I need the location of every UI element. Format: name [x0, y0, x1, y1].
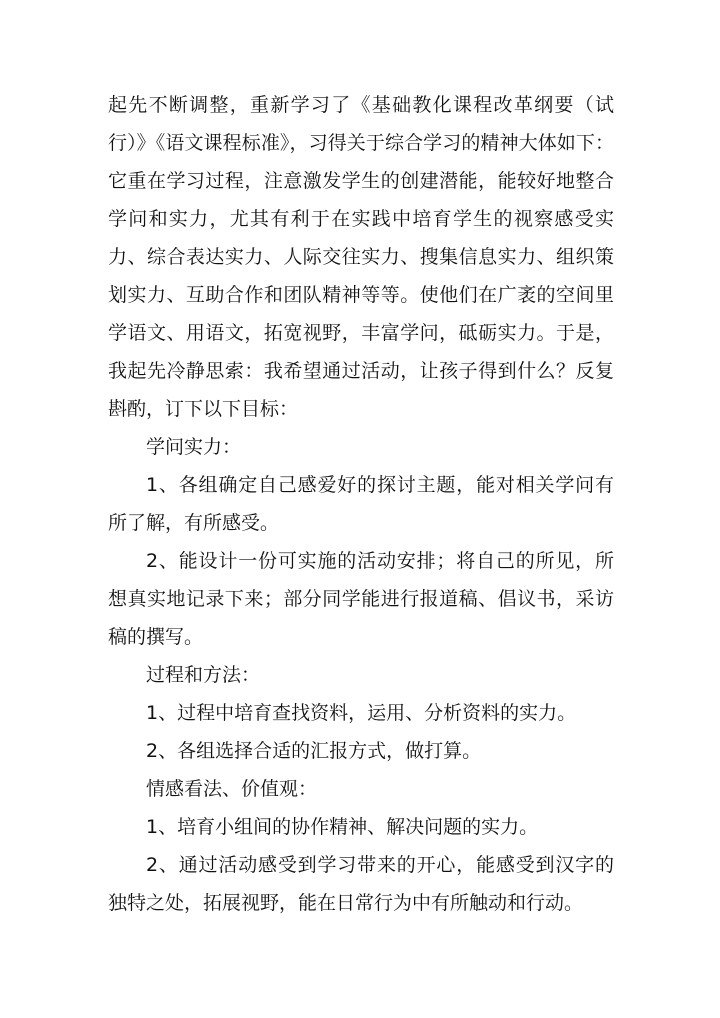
paragraph-emotion-1: 1、培育小组间的协作精神、解决问题的实力。 — [146, 816, 539, 838]
paragraph-process-2: 2、各组选择合适的汇报方式，做打算。 — [146, 740, 482, 762]
paragraph-knowledge-2: 2、能设计一份可实施的活动安排；将自己的所见，所想真实地记录下来；部分同学能进行报道稿、倡议书，采访稿的撰写。 — [108, 550, 614, 648]
body-text — [108, 86, 614, 922]
paragraph-emotion-2: 2、通过活动感受到学习带来的开心，能感受到汉字的独特之处，拓展视野，能在日常行为中有所触动和行动。 — [108, 854, 614, 914]
paragraph-knowledge-1: 1、各组确定自己感爱好的探讨主题，能对相关学问有所了解，有所感受。 — [108, 474, 614, 534]
heading-emotion-values: 情感看法、价值观： — [146, 778, 318, 800]
paragraph-process-1: 1、过程中培育查找资料，运用、分析资料的实力。 — [146, 702, 577, 724]
heading-knowledge-ability: 学问实力： — [146, 436, 242, 458]
paragraph-intro: 起先不断调整，重新学习了《基础教化课程改革纲要（试行）》《语文课程标准》，习得关于综合学习的精神大体如下：它重在学习过程，注意激发学生的创建潜能，能较好地整合学问和实力，尤其有利于在实践中培育学生的视察感受实力、综合表达实力、人际交往实力、搜集信息实力、组织策划实力、互助合作和团队精神等等。使他们在广袤的空间里学语文、用语文，拓宽视野，丰富学问，砥砺实力。于是，我起先冷静思索：我希望通过活动，让孩子得到什么？反复斟酌，订下以下目标： — [108, 94, 614, 420]
heading-process-method: 过程和方法： — [146, 664, 261, 686]
